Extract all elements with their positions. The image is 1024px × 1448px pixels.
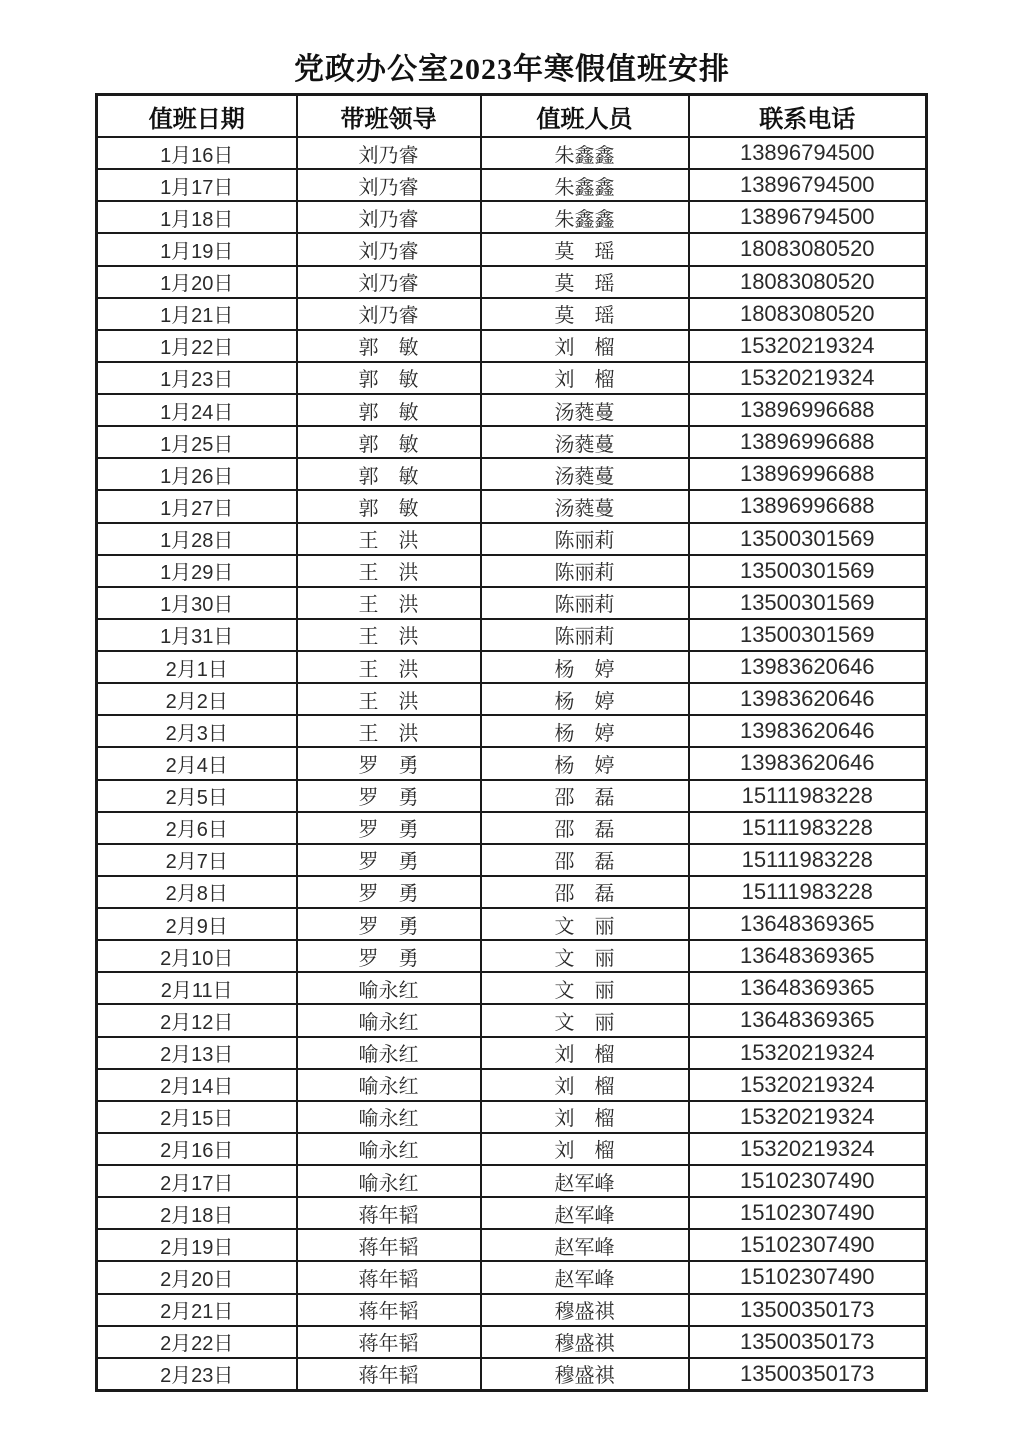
cell-leader: 喻永红: [297, 1069, 481, 1101]
cell-person: 文 丽: [481, 940, 689, 972]
cell-leader: 蒋年韬: [297, 1326, 481, 1358]
table-row: [97, 1229, 927, 1261]
cell-date: 2月8日: [97, 876, 297, 908]
cell-phone: 13500301569: [689, 619, 927, 651]
table-row: [97, 1326, 927, 1358]
cell-leader: 刘乃睿: [297, 201, 481, 233]
cell-leader: 王 洪: [297, 555, 481, 587]
cell-person: 邵 磊: [481, 812, 689, 844]
column-header-duty-person: 值班人员: [481, 95, 689, 138]
cell-phone: 13896996688: [689, 394, 927, 426]
table-row: [97, 908, 927, 940]
cell-person: 文 丽: [481, 1004, 689, 1036]
cell-person: 邵 磊: [481, 876, 689, 908]
cell-leader: 郭 敏: [297, 458, 481, 490]
cell-leader: 王 洪: [297, 587, 481, 619]
cell-person: 朱鑫鑫: [481, 201, 689, 233]
cell-person: 汤蕤蔓: [481, 490, 689, 522]
cell-person: 穆盛祺: [481, 1294, 689, 1326]
column-header-duty-date: 值班日期: [97, 95, 297, 138]
table-row: [97, 619, 927, 651]
table-row: [97, 1133, 927, 1165]
cell-phone: 13648369365: [689, 908, 927, 940]
cell-date: 1月21日: [97, 298, 297, 330]
cell-date: 2月10日: [97, 940, 297, 972]
table-row: [97, 330, 927, 362]
table-row: [97, 651, 927, 683]
cell-date: 2月20日: [97, 1261, 297, 1293]
cell-phone: 13896996688: [689, 426, 927, 458]
table-row: [97, 747, 927, 779]
cell-date: 1月26日: [97, 458, 297, 490]
table-row: [97, 1261, 927, 1293]
cell-person: 穆盛祺: [481, 1326, 689, 1358]
cell-date: 1月31日: [97, 619, 297, 651]
cell-phone: 13983620646: [689, 715, 927, 747]
column-header-contact-phone: 联系电话: [689, 95, 927, 138]
cell-leader: 刘乃睿: [297, 169, 481, 201]
cell-phone: 13896996688: [689, 490, 927, 522]
table-row: [97, 426, 927, 458]
table-row: [97, 1358, 927, 1391]
cell-person: 陈丽莉: [481, 619, 689, 651]
cell-person: 陈丽莉: [481, 555, 689, 587]
column-header-lead-officer: 带班领导: [297, 95, 481, 138]
cell-phone: 13648369365: [689, 940, 927, 972]
table-row: [97, 169, 927, 201]
cell-leader: 蒋年韬: [297, 1197, 481, 1229]
cell-date: 1月16日: [97, 137, 297, 169]
cell-leader: 罗 勇: [297, 780, 481, 812]
cell-leader: 王 洪: [297, 619, 481, 651]
table-row: [97, 1004, 927, 1036]
cell-leader: 刘乃睿: [297, 298, 481, 330]
cell-person: 文 丽: [481, 972, 689, 1004]
cell-phone: 13500350173: [689, 1326, 927, 1358]
cell-phone: 13896996688: [689, 458, 927, 490]
cell-date: 1月18日: [97, 201, 297, 233]
cell-leader: 罗 勇: [297, 812, 481, 844]
table-row: [97, 844, 927, 876]
table-row: [97, 555, 927, 587]
cell-date: 2月23日: [97, 1358, 297, 1391]
table-row: [97, 812, 927, 844]
cell-phone: 15111983228: [689, 844, 927, 876]
table-row: [97, 1101, 927, 1133]
cell-phone: 13648369365: [689, 1004, 927, 1036]
cell-phone: 15102307490: [689, 1197, 927, 1229]
cell-person: 陈丽莉: [481, 523, 689, 555]
cell-person: 刘 榴: [481, 1133, 689, 1165]
cell-person: 邵 磊: [481, 844, 689, 876]
cell-leader: 罗 勇: [297, 876, 481, 908]
cell-phone: 18083080520: [689, 266, 927, 298]
cell-person: 杨 婷: [481, 715, 689, 747]
cell-date: 1月23日: [97, 362, 297, 394]
cell-person: 赵军峰: [481, 1261, 689, 1293]
cell-person: 汤蕤蔓: [481, 426, 689, 458]
cell-date: 2月13日: [97, 1037, 297, 1069]
cell-date: 1月24日: [97, 394, 297, 426]
cell-phone: 15320219324: [689, 1101, 927, 1133]
table-row: [97, 940, 927, 972]
cell-date: 1月25日: [97, 426, 297, 458]
cell-date: 2月18日: [97, 1197, 297, 1229]
table-row: [97, 1197, 927, 1229]
table-row: [97, 972, 927, 1004]
cell-date: 2月9日: [97, 908, 297, 940]
cell-leader: 罗 勇: [297, 747, 481, 779]
table-row: [97, 298, 927, 330]
cell-phone: 18083080520: [689, 233, 927, 265]
cell-person: 刘 榴: [481, 1037, 689, 1069]
cell-leader: 刘乃睿: [297, 137, 481, 169]
table-row: [97, 233, 927, 265]
table-row: [97, 1069, 927, 1101]
cell-phone: 15111983228: [689, 780, 927, 812]
cell-person: 刘 榴: [481, 1101, 689, 1133]
cell-leader: 郭 敏: [297, 490, 481, 522]
cell-person: 穆盛祺: [481, 1358, 689, 1391]
cell-person: 文 丽: [481, 908, 689, 940]
cell-phone: 13500350173: [689, 1358, 927, 1391]
table-row: [97, 201, 927, 233]
cell-person: 杨 婷: [481, 747, 689, 779]
cell-phone: 13500301569: [689, 587, 927, 619]
cell-date: 2月2日: [97, 683, 297, 715]
page-title: 党政办公室2023年寒假值班安排: [294, 53, 730, 86]
cell-leader: 蒋年韬: [297, 1294, 481, 1326]
cell-leader: 王 洪: [297, 715, 481, 747]
cell-person: 刘 榴: [481, 1069, 689, 1101]
cell-phone: 15320219324: [689, 1133, 927, 1165]
cell-phone: 15102307490: [689, 1165, 927, 1197]
cell-person: 杨 婷: [481, 683, 689, 715]
cell-date: 1月27日: [97, 490, 297, 522]
cell-date: 1月22日: [97, 330, 297, 362]
cell-date: 2月22日: [97, 1326, 297, 1358]
cell-date: 2月1日: [97, 651, 297, 683]
cell-date: 1月29日: [97, 555, 297, 587]
cell-phone: 13983620646: [689, 651, 927, 683]
cell-date: 2月17日: [97, 1165, 297, 1197]
cell-leader: 喻永红: [297, 1037, 481, 1069]
cell-phone: 15320219324: [689, 362, 927, 394]
cell-leader: 蒋年韬: [297, 1358, 481, 1391]
table-row: [97, 876, 927, 908]
cell-phone: 13500301569: [689, 555, 927, 587]
cell-person: 赵军峰: [481, 1165, 689, 1197]
cell-person: 莫 瑶: [481, 298, 689, 330]
cell-date: 2月6日: [97, 812, 297, 844]
table-row: [97, 1294, 927, 1326]
cell-phone: 15102307490: [689, 1261, 927, 1293]
cell-leader: 喻永红: [297, 1101, 481, 1133]
cell-date: 2月4日: [97, 747, 297, 779]
cell-person: 莫 瑶: [481, 266, 689, 298]
table-row: [97, 137, 927, 169]
cell-phone: 13983620646: [689, 747, 927, 779]
duty-schedule-table: [95, 93, 928, 1392]
cell-phone: 13648369365: [689, 972, 927, 1004]
table-header-row: [97, 95, 927, 138]
cell-person: 刘 榴: [481, 362, 689, 394]
cell-person: 陈丽莉: [481, 587, 689, 619]
cell-leader: 郭 敏: [297, 394, 481, 426]
cell-date: 1月20日: [97, 266, 297, 298]
cell-person: 朱鑫鑫: [481, 137, 689, 169]
cell-phone: 13983620646: [689, 683, 927, 715]
table-row: [97, 1037, 927, 1069]
cell-date: 2月21日: [97, 1294, 297, 1326]
cell-leader: 罗 勇: [297, 940, 481, 972]
cell-person: 刘 榴: [481, 330, 689, 362]
cell-leader: 喻永红: [297, 1165, 481, 1197]
cell-phone: 13500301569: [689, 523, 927, 555]
cell-leader: 喻永红: [297, 1133, 481, 1165]
cell-leader: 郭 敏: [297, 362, 481, 394]
cell-phone: 18083080520: [689, 298, 927, 330]
cell-date: 1月30日: [97, 587, 297, 619]
cell-date: 2月14日: [97, 1069, 297, 1101]
cell-leader: 蒋年韬: [297, 1229, 481, 1261]
cell-person: 赵军峰: [481, 1197, 689, 1229]
cell-phone: 15111983228: [689, 812, 927, 844]
cell-phone: 15111983228: [689, 876, 927, 908]
table-body: [97, 137, 927, 1391]
cell-leader: 喻永红: [297, 1004, 481, 1036]
table-row: [97, 490, 927, 522]
cell-date: 2月19日: [97, 1229, 297, 1261]
cell-person: 莫 瑶: [481, 233, 689, 265]
table-row: [97, 715, 927, 747]
cell-person: 汤蕤蔓: [481, 394, 689, 426]
table-row: [97, 266, 927, 298]
cell-person: 赵军峰: [481, 1229, 689, 1261]
cell-date: 2月16日: [97, 1133, 297, 1165]
table-row: [97, 1165, 927, 1197]
cell-leader: 王 洪: [297, 683, 481, 715]
cell-leader: 罗 勇: [297, 844, 481, 876]
cell-date: 1月19日: [97, 233, 297, 265]
cell-leader: 郭 敏: [297, 426, 481, 458]
table-row: [97, 683, 927, 715]
cell-date: 2月11日: [97, 972, 297, 1004]
cell-phone: 13500350173: [689, 1294, 927, 1326]
cell-date: 1月28日: [97, 523, 297, 555]
cell-phone: 13896794500: [689, 201, 927, 233]
cell-leader: 王 洪: [297, 523, 481, 555]
cell-person: 邵 磊: [481, 780, 689, 812]
cell-phone: 15320219324: [689, 1037, 927, 1069]
table-row: [97, 362, 927, 394]
cell-person: 杨 婷: [481, 651, 689, 683]
cell-date: 2月12日: [97, 1004, 297, 1036]
cell-leader: 郭 敏: [297, 330, 481, 362]
cell-leader: 王 洪: [297, 651, 481, 683]
cell-phone: 15320219324: [689, 330, 927, 362]
cell-phone: 15320219324: [689, 1069, 927, 1101]
cell-date: 2月7日: [97, 844, 297, 876]
cell-leader: 刘乃睿: [297, 233, 481, 265]
table-row: [97, 394, 927, 426]
cell-leader: 刘乃睿: [297, 266, 481, 298]
cell-phone: 15102307490: [689, 1229, 927, 1261]
cell-person: 汤蕤蔓: [481, 458, 689, 490]
cell-phone: 13896794500: [689, 169, 927, 201]
cell-leader: 蒋年韬: [297, 1261, 481, 1293]
cell-date: 2月15日: [97, 1101, 297, 1133]
cell-date: 1月17日: [97, 169, 297, 201]
table-row: [97, 780, 927, 812]
cell-date: 2月5日: [97, 780, 297, 812]
cell-leader: 罗 勇: [297, 908, 481, 940]
cell-phone: 13896794500: [689, 137, 927, 169]
table-row: [97, 587, 927, 619]
cell-date: 2月3日: [97, 715, 297, 747]
cell-person: 朱鑫鑫: [481, 169, 689, 201]
cell-leader: 喻永红: [297, 972, 481, 1004]
table-row: [97, 458, 927, 490]
table-row: [97, 523, 927, 555]
